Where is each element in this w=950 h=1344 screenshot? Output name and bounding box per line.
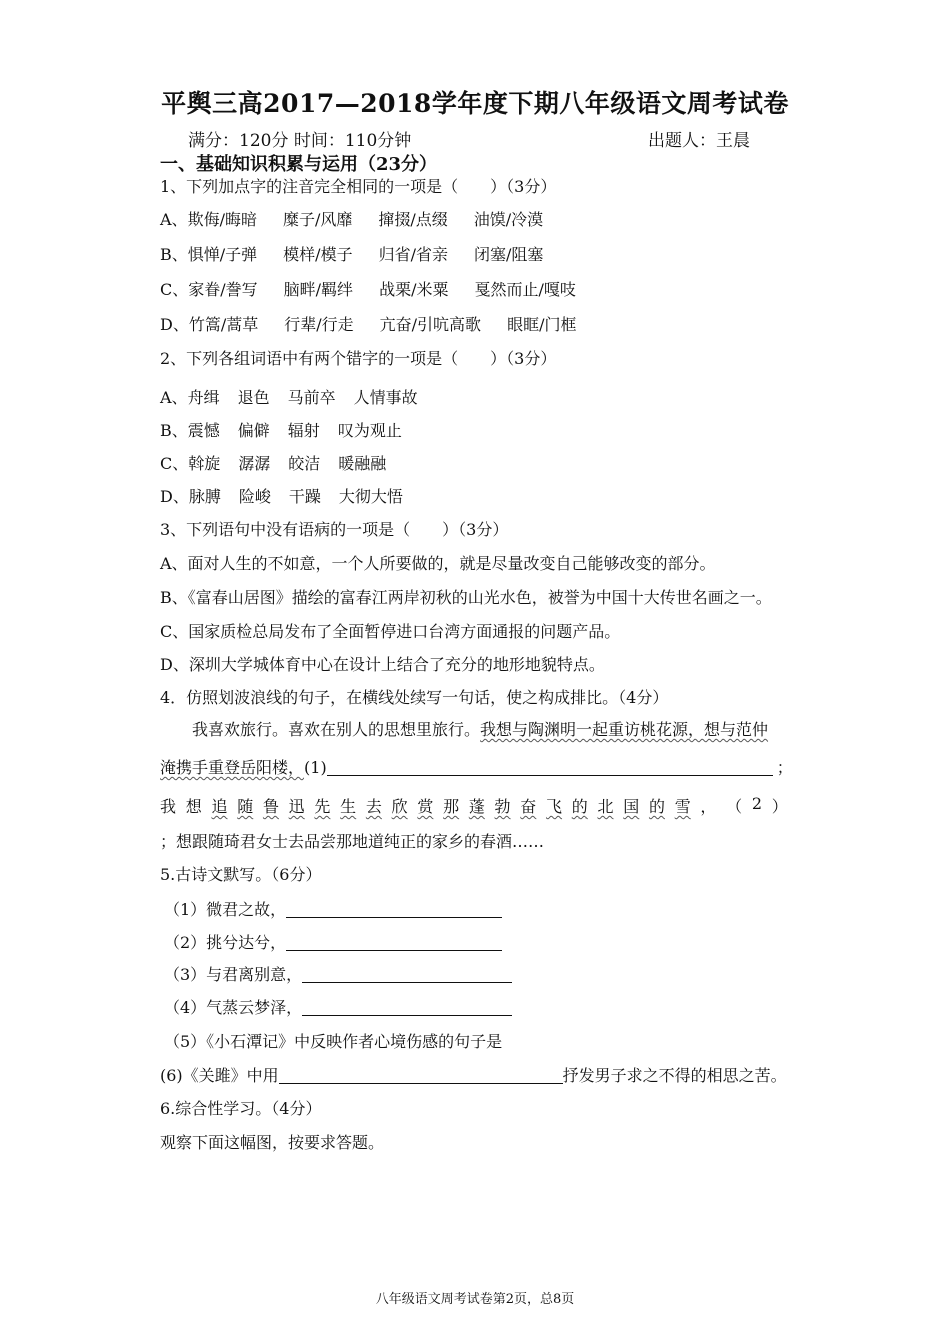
q2-option-c: C、斡旋 潺潺 皎洁 暖融融 bbox=[160, 454, 387, 473]
exam-title: 平舆三高2017—2018学年度下期八年级语文周考试卷 bbox=[161, 89, 789, 118]
q3-stem: 3、下列语句中没有语病的一项是（ ）（3分） bbox=[160, 520, 509, 539]
q4-line3-char: 去 bbox=[365, 797, 382, 816]
q4-line3-char: 北 bbox=[597, 797, 614, 816]
q5-answer-blank-6[interactable] bbox=[279, 1067, 563, 1084]
q1-option-b: B、惧惮/子弹 模样/模子 归省/省亲 闭塞/阻塞 bbox=[160, 245, 544, 264]
q5-answer-blank-3[interactable] bbox=[302, 966, 512, 983]
q5-item-1: （1）微君之故， bbox=[164, 900, 502, 920]
q4-line3-char: 2 bbox=[751, 794, 763, 813]
q4-paragraph-line1: 我喜欢旅行。喜欢在别人的思想里旅行。我想与陶渊明一起重访桃花源，想与范仲 bbox=[192, 720, 769, 739]
q4-line3-char: 鲁 bbox=[262, 797, 279, 816]
q2-option-b: B、震憾 偏僻 辐射 叹为观止 bbox=[160, 421, 402, 440]
q4-answer-blank-1[interactable] bbox=[327, 759, 773, 776]
page-footer: 八年级语文周考试卷第2页，总8页 bbox=[375, 1292, 575, 1307]
q4-line3-char: 的 bbox=[571, 797, 588, 816]
q5-answer-blank-1[interactable] bbox=[286, 901, 502, 918]
q4-line3-char: 先 bbox=[314, 797, 331, 816]
q5-answer-blank-2[interactable] bbox=[286, 934, 502, 951]
q4-line3-char: 那 bbox=[443, 797, 460, 816]
q4-line3-char: （ bbox=[726, 797, 743, 816]
q2-option-a: A、舟缉 退色 马前卒 人情事故 bbox=[160, 388, 418, 407]
q4-paragraph-line4: ；想跟随琦君女士去品尝那地道纯正的家乡的春酒…… bbox=[160, 832, 545, 851]
q4-line3-char: ， bbox=[700, 797, 717, 816]
q5-item-5: （5）《小石潭记》中反映作者心境伤感的句子是 bbox=[164, 1032, 503, 1051]
q5-stem: 5.古诗文默写。（6分） bbox=[160, 865, 322, 884]
q4-line3-char: 勃 bbox=[494, 797, 511, 816]
q4-line3-char: 赏 bbox=[417, 797, 434, 816]
q4-line3-char: 的 bbox=[648, 797, 665, 816]
q5-item-2: （2）挑兮达兮， bbox=[164, 933, 502, 953]
q4-line3-char: 飞 bbox=[546, 797, 563, 816]
q1-option-c: C、家眷/誊写 脑畔/羁绊 战栗/米粟 戛然而止/嘎吱 bbox=[160, 280, 576, 299]
q2-option-d: D、脉膊 险峻 干躁 大彻大悟 bbox=[160, 487, 403, 506]
q4-line3-char: ） bbox=[771, 797, 788, 816]
score-time-info: 满分：120分 时间：110分钟 bbox=[188, 131, 412, 151]
q3-option-b: B、《富春山居图》描绘的富春江两岸初秋的山光水色，被誉为中国十大传世名画之一。 bbox=[160, 588, 772, 607]
q4-line3-char: 奋 bbox=[520, 797, 537, 816]
q4-line3-char: 雪 bbox=[674, 797, 691, 816]
q4-line3-char: 国 bbox=[623, 797, 640, 816]
q4-paragraph-line3 bbox=[160, 794, 788, 817]
q5-item-4: （4）气蒸云梦泽， bbox=[164, 998, 512, 1018]
q1-option-a: A、欺侮/晦暗 糜子/风靡 撺掇/点缀 油馍/冷漠 bbox=[160, 210, 544, 229]
author-info: 出题人：王晨 bbox=[648, 131, 750, 151]
q3-option-a: A、面对人生的不如意，一个人所要做的，就是尽量改变自己能够改变的部分。 bbox=[160, 554, 716, 573]
q1-option-d: D、竹篙/蒿草 行辈/行走 亢奋/引吭高歌 眼眶/门框 bbox=[160, 315, 577, 334]
q4-line3-char: 蓬 bbox=[468, 797, 485, 816]
q1-stem: 1、下列加点字的注音完全相同的一项是（ ）（3分） bbox=[160, 177, 557, 196]
q4-line3-char: 生 bbox=[340, 797, 357, 816]
q2-stem: 2、下列各组词语中有两个错字的一项是（ ）（3分） bbox=[160, 349, 557, 368]
section-heading: 一、基础知识积累与运用（23分） bbox=[160, 154, 438, 175]
q6-instruction: 观察下面这幅图，按要求答题。 bbox=[160, 1133, 385, 1152]
q4-line3-char: 想 bbox=[185, 797, 202, 816]
q5-item-3: （3）与君离别意， bbox=[164, 965, 512, 985]
q4-paragraph-line2: 淹携手重登岳阳楼，(1) ； bbox=[160, 758, 793, 777]
q4-line3-char: 随 bbox=[237, 797, 254, 816]
q3-option-d: D、深圳大学城体育中心在设计上结合了充分的地形地貌特点。 bbox=[160, 655, 605, 674]
q5-answer-blank-4[interactable] bbox=[302, 999, 512, 1016]
q3-option-c: C、国家质检总局发布了全面暂停进口台湾方面通报的问题产品。 bbox=[160, 622, 621, 641]
q4-line3-char: 追 bbox=[211, 797, 228, 816]
q6-stem: 6.综合性学习。（4分） bbox=[160, 1099, 322, 1118]
q4-line3-char: 我 bbox=[160, 797, 177, 816]
q4-line3-char: 迅 bbox=[288, 797, 305, 816]
q4-stem: 4．仿照划波浪线的句子，在横线处续写一句话，使之构成排比。（4分） bbox=[160, 688, 669, 707]
q5-item-6: (6)《关雎》中用 抒发男子求之不得的相思之苦。 bbox=[160, 1066, 787, 1085]
q4-line3-char: 欣 bbox=[391, 797, 408, 816]
